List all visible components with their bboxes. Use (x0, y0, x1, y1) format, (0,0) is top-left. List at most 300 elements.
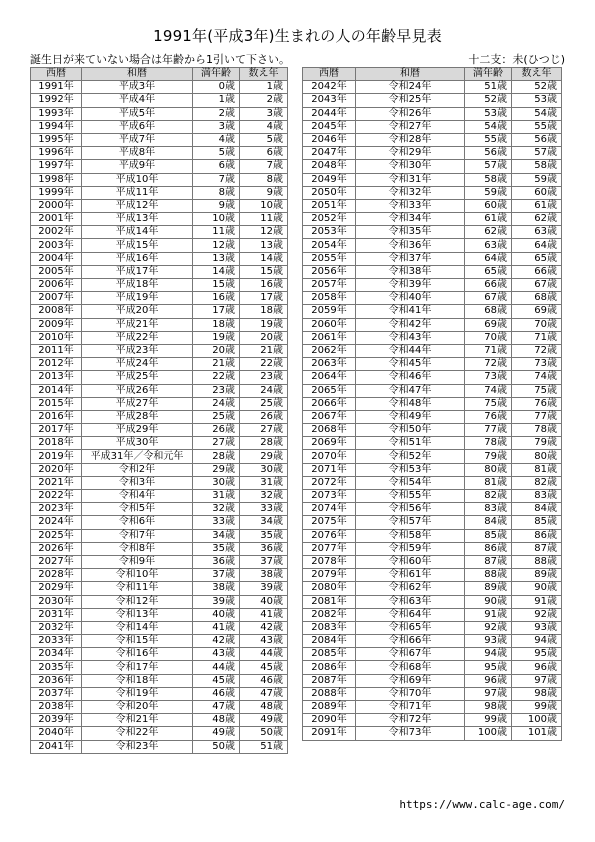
japanese-era-cell: 令和14年 (82, 621, 193, 634)
footer-url[interactable]: https://www.calc-age.com/ (399, 798, 565, 811)
full-age-cell: 51歳 (465, 81, 512, 94)
table-row (31, 661, 288, 674)
western-year-cell: 2007年 (31, 292, 82, 305)
full-age-cell: 65歳 (465, 265, 512, 278)
japanese-era-cell: 令和32年 (356, 186, 465, 199)
table-row (31, 239, 288, 252)
kazoe-age-cell: 80歳 (512, 450, 562, 463)
full-age-cell: 2歳 (193, 107, 240, 120)
table-row (31, 503, 288, 516)
western-year-cell: 2091年 (303, 727, 356, 740)
full-age-cell: 58歳 (465, 173, 512, 186)
japanese-era-cell: 令和19年 (82, 687, 193, 700)
japanese-era-cell: 令和22年 (82, 727, 193, 740)
japanese-era-cell: 平成27年 (82, 397, 193, 410)
japanese-era-cell: 令和65年 (356, 621, 465, 634)
western-year-cell: 2035年 (31, 661, 82, 674)
table-row (31, 318, 288, 331)
western-year-cell: 2065年 (303, 384, 356, 397)
table-row (303, 555, 562, 568)
kazoe-age-cell: 67歳 (512, 279, 562, 292)
western-year-cell: 2050年 (303, 186, 356, 199)
table-row (303, 292, 562, 305)
kazoe-age-cell: 55歳 (512, 120, 562, 133)
full-age-cell: 84歳 (465, 516, 512, 529)
japanese-era-cell: 平成29年 (82, 424, 193, 437)
western-year-cell: 2031年 (31, 608, 82, 621)
japanese-era-cell: 令和49年 (356, 410, 465, 423)
header-western-year: 西暦 (31, 68, 82, 81)
kazoe-age-cell: 42歳 (240, 621, 288, 634)
japanese-era-cell: 平成10年 (82, 173, 193, 186)
western-year-cell: 2075年 (303, 516, 356, 529)
table-row (303, 701, 562, 714)
table-row (303, 463, 562, 476)
western-year-cell: 2021年 (31, 476, 82, 489)
japanese-era-cell: 平成5年 (82, 107, 193, 120)
table-row (303, 490, 562, 503)
japanese-era-cell: 平成3年 (82, 81, 193, 94)
kazoe-age-cell: 27歳 (240, 424, 288, 437)
table-row (31, 397, 288, 410)
full-age-cell: 34歳 (193, 529, 240, 542)
kazoe-age-cell: 3歳 (240, 107, 288, 120)
full-age-cell: 63歳 (465, 239, 512, 252)
japanese-era-cell: 令和47年 (356, 384, 465, 397)
full-age-cell: 89歳 (465, 582, 512, 595)
kazoe-age-cell: 46歳 (240, 674, 288, 687)
japanese-era-cell: 令和44年 (356, 344, 465, 357)
japanese-era-cell: 令和3年 (82, 476, 193, 489)
table-row (303, 608, 562, 621)
full-age-cell: 33歳 (193, 516, 240, 529)
table-row (31, 463, 288, 476)
japanese-era-cell: 令和39年 (356, 279, 465, 292)
full-age-cell: 16歳 (193, 292, 240, 305)
full-age-cell: 9歳 (193, 199, 240, 212)
western-year-cell: 2078年 (303, 555, 356, 568)
western-year-cell: 2005年 (31, 265, 82, 278)
japanese-era-cell: 令和8年 (82, 542, 193, 555)
full-age-cell: 82歳 (465, 490, 512, 503)
table-row (31, 120, 288, 133)
full-age-cell: 71歳 (465, 344, 512, 357)
japanese-era-cell: 令和66年 (356, 635, 465, 648)
western-year-cell: 2038年 (31, 701, 82, 714)
full-age-cell: 56歳 (465, 147, 512, 160)
table-header-row (303, 68, 562, 81)
western-year-cell: 2042年 (303, 81, 356, 94)
western-year-cell: 2074年 (303, 503, 356, 516)
western-year-cell: 2014年 (31, 384, 82, 397)
kazoe-age-cell: 53歳 (512, 94, 562, 107)
kazoe-age-cell: 30歳 (240, 463, 288, 476)
kazoe-age-cell: 98歳 (512, 687, 562, 700)
japanese-era-cell: 平成19年 (82, 292, 193, 305)
full-age-cell: 41歳 (193, 621, 240, 634)
japanese-era-cell: 令和40年 (356, 292, 465, 305)
kazoe-age-cell: 26歳 (240, 410, 288, 423)
japanese-era-cell: 平成13年 (82, 213, 193, 226)
full-age-cell: 36歳 (193, 555, 240, 568)
full-age-cell: 95歳 (465, 661, 512, 674)
western-year-cell: 2047年 (303, 147, 356, 160)
full-age-cell: 73歳 (465, 371, 512, 384)
western-year-cell: 2023年 (31, 503, 82, 516)
full-age-cell: 86歳 (465, 542, 512, 555)
kazoe-age-cell: 10歳 (240, 199, 288, 212)
table-row (31, 173, 288, 186)
japanese-era-cell: 平成11年 (82, 186, 193, 199)
full-age-cell: 4歳 (193, 133, 240, 146)
western-year-cell: 2076年 (303, 529, 356, 542)
birthday-note: 誕生日が来ていない場合は年齢から1引いて下さい。 (30, 53, 290, 66)
table-row (31, 265, 288, 278)
western-year-cell: 2063年 (303, 358, 356, 371)
japanese-era-cell: 令和52年 (356, 450, 465, 463)
western-year-cell: 2011年 (31, 344, 82, 357)
japanese-era-cell: 令和29年 (356, 147, 465, 160)
kazoe-age-cell: 38歳 (240, 569, 288, 582)
table-row (31, 147, 288, 160)
full-age-cell: 10歳 (193, 213, 240, 226)
kazoe-age-cell: 52歳 (512, 81, 562, 94)
kazoe-age-cell: 1歳 (240, 81, 288, 94)
japanese-era-cell: 令和34年 (356, 213, 465, 226)
kazoe-age-cell: 15歳 (240, 265, 288, 278)
full-age-cell: 85歳 (465, 529, 512, 542)
kazoe-age-cell: 97歳 (512, 674, 562, 687)
japanese-era-cell: 令和4年 (82, 490, 193, 503)
japanese-era-cell: 令和70年 (356, 687, 465, 700)
full-age-cell: 17歳 (193, 305, 240, 318)
japanese-era-cell: 令和62年 (356, 582, 465, 595)
japanese-era-cell: 平成15年 (82, 239, 193, 252)
full-age-cell: 94歳 (465, 648, 512, 661)
japanese-era-cell: 平成24年 (82, 358, 193, 371)
table-row (303, 265, 562, 278)
western-year-cell: 2024年 (31, 516, 82, 529)
full-age-cell: 8歳 (193, 186, 240, 199)
japanese-era-cell: 令和18年 (82, 674, 193, 687)
japanese-era-cell: 令和37年 (356, 252, 465, 265)
western-year-cell: 2088年 (303, 687, 356, 700)
japanese-era-cell: 令和41年 (356, 305, 465, 318)
kazoe-age-cell: 49歳 (240, 714, 288, 727)
japanese-era-cell: 平成17年 (82, 265, 193, 278)
table-row (31, 687, 288, 700)
full-age-cell: 99歳 (465, 714, 512, 727)
western-year-cell: 2086年 (303, 661, 356, 674)
full-age-cell: 59歳 (465, 186, 512, 199)
zodiac-label: 十二支：未(ひつじ) (468, 53, 565, 66)
japanese-era-cell: 平成7年 (82, 133, 193, 146)
full-age-cell: 68歳 (465, 305, 512, 318)
kazoe-age-cell: 51歳 (240, 740, 288, 753)
full-age-cell: 30歳 (193, 476, 240, 489)
western-year-cell: 2080年 (303, 582, 356, 595)
western-year-cell: 2081年 (303, 595, 356, 608)
japanese-era-cell: 令和51年 (356, 437, 465, 450)
japanese-era-cell: 令和17年 (82, 661, 193, 674)
western-year-cell: 2077年 (303, 542, 356, 555)
japanese-era-cell: 令和28年 (356, 133, 465, 146)
japanese-era-cell: 令和23年 (82, 740, 193, 753)
western-year-cell: 2022年 (31, 490, 82, 503)
full-age-cell: 23歳 (193, 384, 240, 397)
table-row (31, 582, 288, 595)
japanese-era-cell: 令和69年 (356, 674, 465, 687)
western-year-cell: 1999年 (31, 186, 82, 199)
western-year-cell: 2046年 (303, 133, 356, 146)
japanese-era-cell: 平成31年／令和元年 (82, 450, 193, 463)
table-row (31, 740, 288, 753)
table-row (303, 199, 562, 212)
kazoe-age-cell: 23歳 (240, 371, 288, 384)
kazoe-age-cell: 71歳 (512, 331, 562, 344)
kazoe-age-cell: 81歳 (512, 463, 562, 476)
japanese-era-cell: 令和48年 (356, 397, 465, 410)
table-row (31, 305, 288, 318)
table-row (303, 727, 562, 740)
table-row (303, 542, 562, 555)
table-row (303, 384, 562, 397)
kazoe-age-cell: 8歳 (240, 173, 288, 186)
header-kazoe-age: 数え年 (512, 68, 562, 81)
japanese-era-cell: 令和25年 (356, 94, 465, 107)
japanese-era-cell: 令和73年 (356, 727, 465, 740)
kazoe-age-cell: 39歳 (240, 582, 288, 595)
japanese-era-cell: 令和12年 (82, 595, 193, 608)
japanese-era-cell: 令和53年 (356, 463, 465, 476)
full-age-cell: 42歳 (193, 635, 240, 648)
western-year-cell: 2090年 (303, 714, 356, 727)
japanese-era-cell: 平成18年 (82, 279, 193, 292)
table-row (31, 226, 288, 239)
full-age-cell: 88歳 (465, 569, 512, 582)
kazoe-age-cell: 16歳 (240, 279, 288, 292)
full-age-cell: 76歳 (465, 410, 512, 423)
western-year-cell: 2026年 (31, 542, 82, 555)
japanese-era-cell: 平成21年 (82, 318, 193, 331)
table-row (31, 94, 288, 107)
kazoe-age-cell: 25歳 (240, 397, 288, 410)
western-year-cell: 2070年 (303, 450, 356, 463)
full-age-cell: 24歳 (193, 397, 240, 410)
full-age-cell: 97歳 (465, 687, 512, 700)
table-row (303, 252, 562, 265)
western-year-cell: 2004年 (31, 252, 82, 265)
table-row (303, 213, 562, 226)
table-row (303, 120, 562, 133)
western-year-cell: 2019年 (31, 450, 82, 463)
kazoe-age-cell: 93歳 (512, 621, 562, 634)
western-year-cell: 2028年 (31, 569, 82, 582)
western-year-cell: 2061年 (303, 331, 356, 344)
table-row (31, 384, 288, 397)
full-age-cell: 72歳 (465, 358, 512, 371)
kazoe-age-cell: 64歳 (512, 239, 562, 252)
table-row (31, 490, 288, 503)
kazoe-age-cell: 32歳 (240, 490, 288, 503)
japanese-era-cell: 令和63年 (356, 595, 465, 608)
western-year-cell: 2079年 (303, 569, 356, 582)
japanese-era-cell: 令和24年 (356, 81, 465, 94)
kazoe-age-cell: 58歳 (512, 160, 562, 173)
western-year-cell: 1991年 (31, 81, 82, 94)
full-age-cell: 13歳 (193, 252, 240, 265)
kazoe-age-cell: 13歳 (240, 239, 288, 252)
table-row (31, 331, 288, 344)
western-year-cell: 2054年 (303, 239, 356, 252)
full-age-cell: 83歳 (465, 503, 512, 516)
western-year-cell: 2084年 (303, 635, 356, 648)
table-row (31, 648, 288, 661)
table-row (303, 226, 562, 239)
kazoe-age-cell: 34歳 (240, 516, 288, 529)
table-row (303, 450, 562, 463)
kazoe-age-cell: 7歳 (240, 160, 288, 173)
western-year-cell: 2083年 (303, 621, 356, 634)
western-year-cell: 2015年 (31, 397, 82, 410)
kazoe-age-cell: 75歳 (512, 384, 562, 397)
kazoe-age-cell: 63歳 (512, 226, 562, 239)
japanese-era-cell: 令和11年 (82, 582, 193, 595)
full-age-cell: 70歳 (465, 331, 512, 344)
western-year-cell: 2072年 (303, 476, 356, 489)
western-year-cell: 2057年 (303, 279, 356, 292)
kazoe-age-cell: 89歳 (512, 569, 562, 582)
full-age-cell: 40歳 (193, 608, 240, 621)
japanese-era-cell: 平成4年 (82, 94, 193, 107)
western-year-cell: 2017年 (31, 424, 82, 437)
full-age-cell: 25歳 (193, 410, 240, 423)
kazoe-age-cell: 5歳 (240, 133, 288, 146)
japanese-era-cell: 平成14年 (82, 226, 193, 239)
table-row (31, 252, 288, 265)
western-year-cell: 2049年 (303, 173, 356, 186)
table-row (303, 661, 562, 674)
full-age-cell: 7歳 (193, 173, 240, 186)
kazoe-age-cell: 20歳 (240, 331, 288, 344)
japanese-era-cell: 令和46年 (356, 371, 465, 384)
full-age-cell: 0歳 (193, 81, 240, 94)
table-row (31, 569, 288, 582)
full-age-cell: 5歳 (193, 147, 240, 160)
western-year-cell: 2059年 (303, 305, 356, 318)
western-year-cell: 2029年 (31, 582, 82, 595)
japanese-era-cell: 平成25年 (82, 371, 193, 384)
western-year-cell: 2041年 (31, 740, 82, 753)
japanese-era-cell: 平成20年 (82, 305, 193, 318)
full-age-cell: 1歳 (193, 94, 240, 107)
full-age-cell: 78歳 (465, 437, 512, 450)
kazoe-age-cell: 73歳 (512, 358, 562, 371)
full-age-cell: 55歳 (465, 133, 512, 146)
kazoe-age-cell: 85歳 (512, 516, 562, 529)
table-row (31, 199, 288, 212)
table-row (31, 107, 288, 120)
western-year-cell: 2032年 (31, 621, 82, 634)
japanese-era-cell: 令和42年 (356, 318, 465, 331)
table-row (31, 160, 288, 173)
full-age-cell: 92歳 (465, 621, 512, 634)
table-row (303, 687, 562, 700)
full-age-cell: 61歳 (465, 213, 512, 226)
full-age-cell: 47歳 (193, 701, 240, 714)
header-full-age: 満年齢 (465, 68, 512, 81)
full-age-cell: 37歳 (193, 569, 240, 582)
full-age-cell: 79歳 (465, 450, 512, 463)
kazoe-age-cell: 43歳 (240, 635, 288, 648)
western-year-cell: 2012年 (31, 358, 82, 371)
full-age-cell: 29歳 (193, 463, 240, 476)
kazoe-age-cell: 60歳 (512, 186, 562, 199)
western-year-cell: 2071年 (303, 463, 356, 476)
kazoe-age-cell: 79歳 (512, 437, 562, 450)
table-row (31, 701, 288, 714)
western-year-cell: 2055年 (303, 252, 356, 265)
western-year-cell: 2087年 (303, 674, 356, 687)
table-row (31, 81, 288, 94)
japanese-era-cell: 令和26年 (356, 107, 465, 120)
table-row (31, 292, 288, 305)
western-year-cell: 2001年 (31, 213, 82, 226)
kazoe-age-cell: 17歳 (240, 292, 288, 305)
table-row (303, 635, 562, 648)
japanese-era-cell: 令和15年 (82, 635, 193, 648)
kazoe-age-cell: 88歳 (512, 555, 562, 568)
table-row (303, 279, 562, 292)
table-row (31, 213, 288, 226)
kazoe-age-cell: 65歳 (512, 252, 562, 265)
japanese-era-cell: 令和45年 (356, 358, 465, 371)
japanese-era-cell: 令和21年 (82, 714, 193, 727)
full-age-cell: 91歳 (465, 608, 512, 621)
table-row (31, 621, 288, 634)
full-age-cell: 62歳 (465, 226, 512, 239)
western-year-cell: 2051年 (303, 199, 356, 212)
table-row (31, 133, 288, 146)
japanese-era-cell: 平成23年 (82, 344, 193, 357)
table-row (303, 186, 562, 199)
kazoe-age-cell: 45歳 (240, 661, 288, 674)
kazoe-age-cell: 69歳 (512, 305, 562, 318)
table-row (31, 358, 288, 371)
japanese-era-cell: 平成22年 (82, 331, 193, 344)
kazoe-age-cell: 31歳 (240, 476, 288, 489)
kazoe-age-cell: 50歳 (240, 727, 288, 740)
kazoe-age-cell: 35歳 (240, 529, 288, 542)
full-age-cell: 22歳 (193, 371, 240, 384)
kazoe-age-cell: 86歳 (512, 529, 562, 542)
western-year-cell: 2052年 (303, 213, 356, 226)
western-year-cell: 2033年 (31, 635, 82, 648)
japanese-era-cell: 平成9年 (82, 160, 193, 173)
kazoe-age-cell: 19歳 (240, 318, 288, 331)
western-year-cell: 2085年 (303, 648, 356, 661)
full-age-cell: 74歳 (465, 384, 512, 397)
table-row (31, 186, 288, 199)
japanese-era-cell: 令和43年 (356, 331, 465, 344)
japanese-era-cell: 令和6年 (82, 516, 193, 529)
western-year-cell: 2036年 (31, 674, 82, 687)
table-row (31, 555, 288, 568)
table-row (303, 503, 562, 516)
japanese-era-cell: 令和38年 (356, 265, 465, 278)
western-year-cell: 2008年 (31, 305, 82, 318)
western-year-cell: 2000年 (31, 199, 82, 212)
